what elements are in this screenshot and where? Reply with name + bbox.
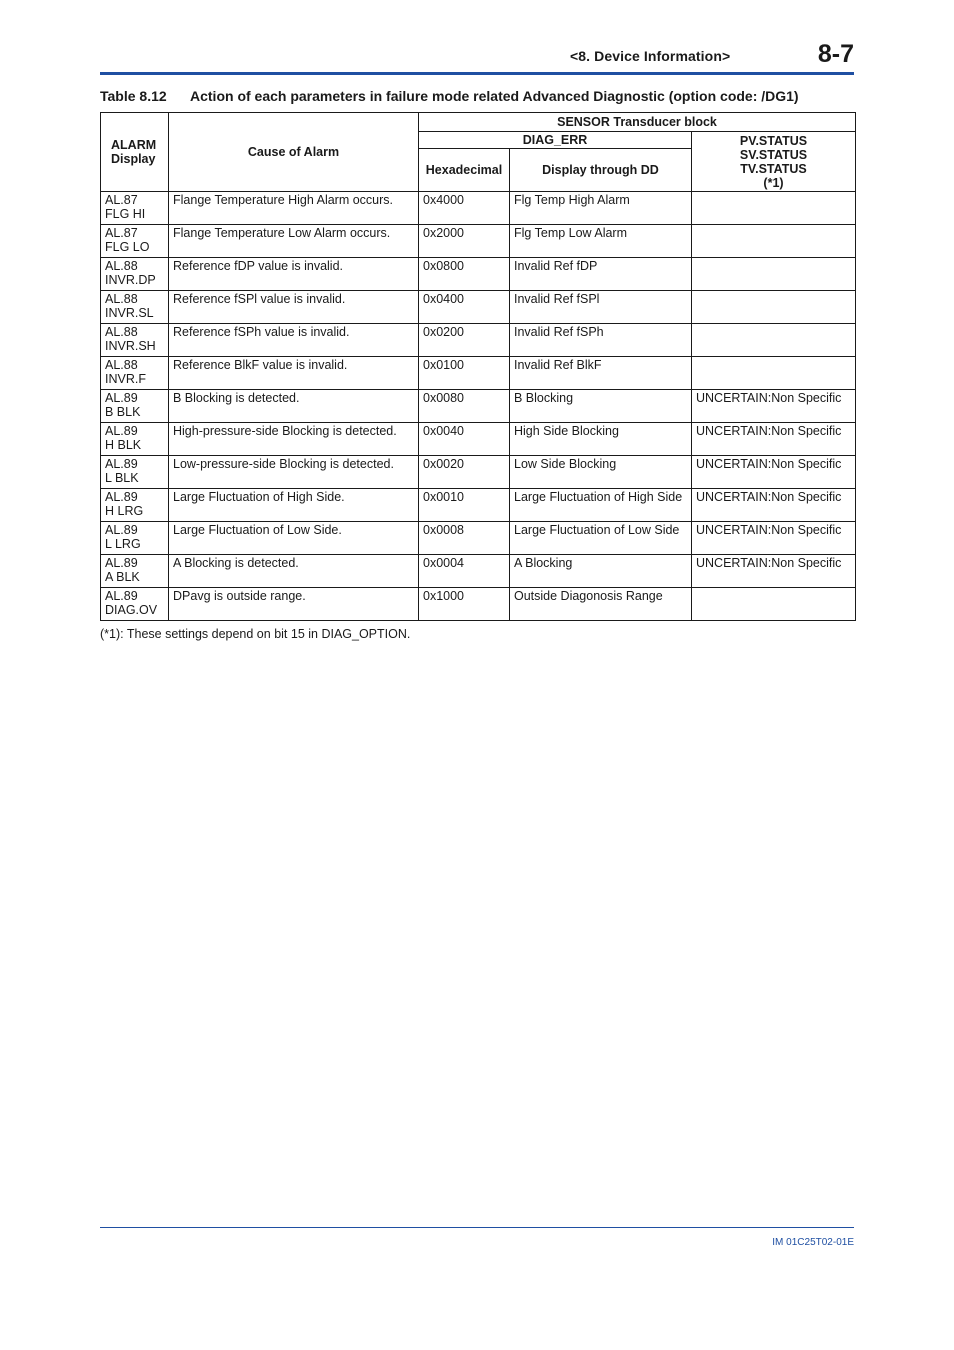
alarm-display-cell: AL.87 FLG HI bbox=[101, 192, 169, 225]
header-sensor-block: SENSOR Transducer block bbox=[419, 113, 856, 132]
status-cell bbox=[692, 192, 856, 225]
dd-display-cell: Large Fluctuation of Low Side bbox=[510, 522, 692, 555]
footnote: (*1): These settings depend on bit 15 in DIAG_OPTION. bbox=[100, 627, 411, 641]
header-diag-err: DIAG_ERR bbox=[419, 132, 692, 149]
status-cell: UNCERTAIN:Non Specific bbox=[692, 522, 856, 555]
dd-display-cell: B Blocking bbox=[510, 390, 692, 423]
table-row bbox=[101, 456, 856, 489]
hex-cell: 0x0200 bbox=[419, 324, 510, 357]
header-divider bbox=[100, 72, 854, 75]
hex-cell: 0x2000 bbox=[419, 225, 510, 258]
hex-cell: 0x0020 bbox=[419, 456, 510, 489]
dd-display-cell: Invalid Ref fSPl bbox=[510, 291, 692, 324]
status-cell bbox=[692, 357, 856, 390]
footer-divider bbox=[100, 1227, 854, 1228]
hex-cell: 0x0010 bbox=[419, 489, 510, 522]
status-cell bbox=[692, 324, 856, 357]
status-cell: UNCERTAIN:Non Specific bbox=[692, 456, 856, 489]
table-row bbox=[101, 522, 856, 555]
cause-cell: A Blocking is detected. bbox=[169, 555, 419, 588]
dd-display-cell: High Side Blocking bbox=[510, 423, 692, 456]
hex-cell: 0x1000 bbox=[419, 588, 510, 621]
status-cell: UNCERTAIN:Non Specific bbox=[692, 423, 856, 456]
hex-cell: 0x0008 bbox=[419, 522, 510, 555]
hex-cell: 0x0004 bbox=[419, 555, 510, 588]
hex-cell: 0x0040 bbox=[419, 423, 510, 456]
cause-cell: Flange Temperature High Alarm occurs. bbox=[169, 192, 419, 225]
header-cause: Cause of Alarm bbox=[169, 113, 419, 192]
cause-cell: Flange Temperature Low Alarm occurs. bbox=[169, 225, 419, 258]
cause-cell: Large Fluctuation of Low Side. bbox=[169, 522, 419, 555]
table-row bbox=[101, 588, 856, 621]
cause-cell: DPavg is outside range. bbox=[169, 588, 419, 621]
cause-cell: Reference fSPl value is invalid. bbox=[169, 291, 419, 324]
table-title: Action of each parameters in failure mode related Advanced Diagnostic (option code: /DG1) bbox=[190, 88, 799, 104]
alarm-display-cell: AL.89 A BLK bbox=[101, 555, 169, 588]
status-cell: UNCERTAIN:Non Specific bbox=[692, 489, 856, 522]
dd-display-cell: Flg Temp Low Alarm bbox=[510, 225, 692, 258]
hex-cell: 0x4000 bbox=[419, 192, 510, 225]
table-row bbox=[101, 291, 856, 324]
cause-cell: B Blocking is detected. bbox=[169, 390, 419, 423]
hex-cell: 0x0400 bbox=[419, 291, 510, 324]
table-row bbox=[101, 357, 856, 390]
dd-display-cell: Invalid Ref fDP bbox=[510, 258, 692, 291]
table-number: Table 8.12 bbox=[100, 88, 167, 104]
table-row bbox=[101, 390, 856, 423]
table-row bbox=[101, 225, 856, 258]
status-cell bbox=[692, 588, 856, 621]
cause-cell: Large Fluctuation of High Side. bbox=[169, 489, 419, 522]
alarm-display-cell: AL.89 H BLK bbox=[101, 423, 169, 456]
cause-cell: Reference BlkF value is invalid. bbox=[169, 357, 419, 390]
table-row bbox=[101, 555, 856, 588]
alarm-display-cell: AL.89 DIAG.OV bbox=[101, 588, 169, 621]
status-cell bbox=[692, 291, 856, 324]
cause-cell: Low-pressure-side Blocking is detected. bbox=[169, 456, 419, 489]
dd-display-cell: Low Side Blocking bbox=[510, 456, 692, 489]
header-display-dd: Display through DD bbox=[510, 149, 692, 192]
alarm-display-cell: AL.87 FLG LO bbox=[101, 225, 169, 258]
dd-display-cell: A Blocking bbox=[510, 555, 692, 588]
section-title: <8. Device Information> bbox=[570, 48, 731, 64]
table-caption bbox=[100, 88, 860, 104]
dd-display-cell: Flg Temp High Alarm bbox=[510, 192, 692, 225]
dd-display-cell: Large Fluctuation of High Side bbox=[510, 489, 692, 522]
header-status: PV.STATUS SV.STATUS TV.STATUS (*1) bbox=[692, 132, 856, 192]
alarm-display-cell: AL.89 B BLK bbox=[101, 390, 169, 423]
table-row bbox=[101, 489, 856, 522]
alarm-action-table bbox=[100, 112, 856, 621]
dd-display-cell: Invalid Ref BlkF bbox=[510, 357, 692, 390]
status-cell bbox=[692, 258, 856, 291]
alarm-display-cell: AL.89 H LRG bbox=[101, 489, 169, 522]
alarm-display-cell: AL.89 L BLK bbox=[101, 456, 169, 489]
dd-display-cell: Invalid Ref fSPh bbox=[510, 324, 692, 357]
status-cell: UNCERTAIN:Non Specific bbox=[692, 390, 856, 423]
status-cell bbox=[692, 225, 856, 258]
alarm-display-cell: AL.88 INVR.DP bbox=[101, 258, 169, 291]
table-row bbox=[101, 192, 856, 225]
cause-cell: Reference fDP value is invalid. bbox=[169, 258, 419, 291]
table-row bbox=[101, 324, 856, 357]
table-row bbox=[101, 423, 856, 456]
header-alarm-display: ALARM Display bbox=[101, 113, 169, 192]
alarm-display-cell: AL.88 INVR.SH bbox=[101, 324, 169, 357]
dd-display-cell: Outside Diagonosis Range bbox=[510, 588, 692, 621]
alarm-display-cell: AL.88 INVR.SL bbox=[101, 291, 169, 324]
document-id: IM 01C25T02-01E bbox=[772, 1237, 854, 1248]
alarm-display-cell: AL.88 INVR.F bbox=[101, 357, 169, 390]
page-number: 8-7 bbox=[817, 40, 854, 68]
hex-cell: 0x0800 bbox=[419, 258, 510, 291]
table-row bbox=[101, 258, 856, 291]
alarm-display-cell: AL.89 L LRG bbox=[101, 522, 169, 555]
hex-cell: 0x0080 bbox=[419, 390, 510, 423]
header-hexadecimal: Hexadecimal bbox=[419, 149, 510, 192]
cause-cell: High-pressure-side Blocking is detected. bbox=[169, 423, 419, 456]
cause-cell: Reference fSPh value is invalid. bbox=[169, 324, 419, 357]
table-body bbox=[101, 192, 856, 621]
hex-cell: 0x0100 bbox=[419, 357, 510, 390]
status-cell: UNCERTAIN:Non Specific bbox=[692, 555, 856, 588]
